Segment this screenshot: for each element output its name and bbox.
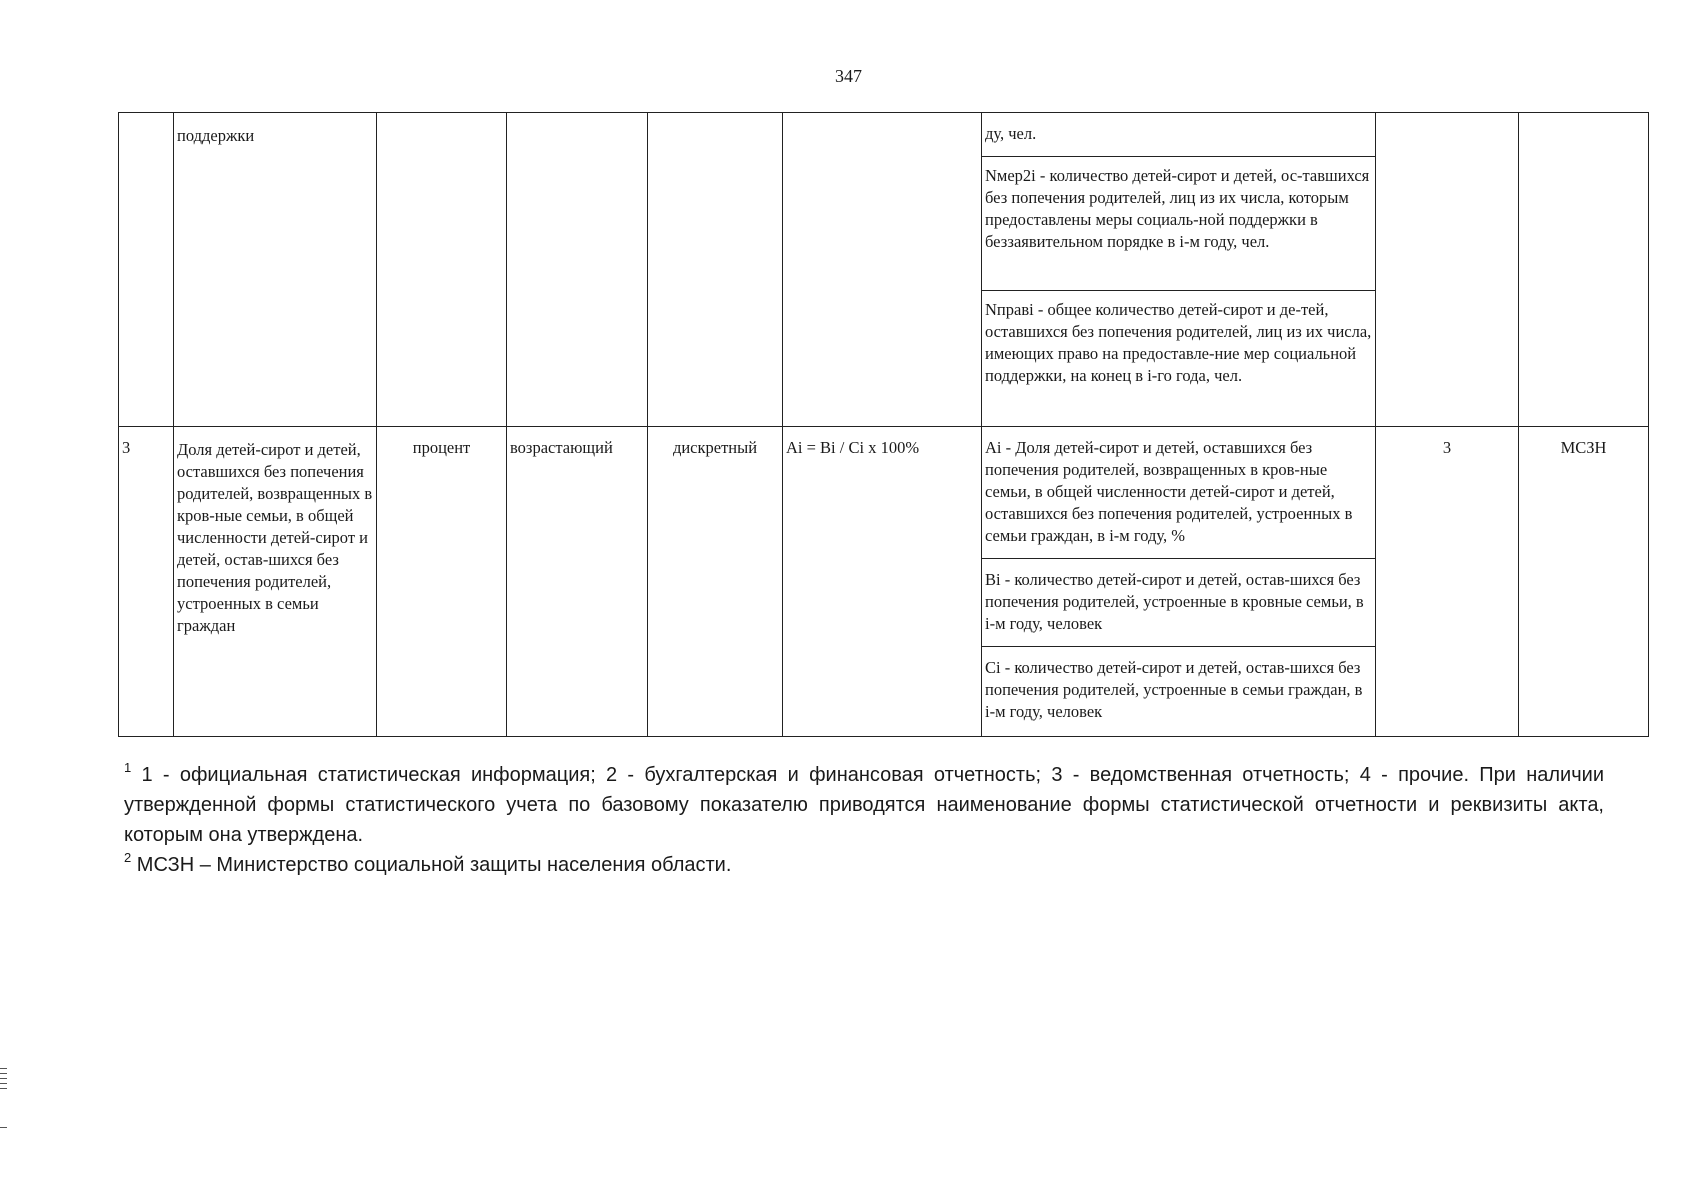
table-row (119, 113, 1649, 157)
indicators-table (118, 112, 1649, 737)
cell-type: дискретный (648, 427, 783, 737)
margin-marks (0, 1068, 8, 1132)
cell-source (1376, 113, 1519, 427)
cell-method: Bi - количество детей-сирот и детей, остав-шихся без попечения родителей, устроенные в кровные семьи, в i-м году, человек (982, 559, 1376, 647)
cell-method: Nправі - общее количество детей-сирот и де-тей, оставшихся без попечения родителей, лиц из их числа, имеющих право на предоставле-ние мер социальной поддержки, на конец в i-го года, чел. (982, 291, 1376, 427)
cell-method: Nмер2i - количество детей-сирот и детей, ос-тавшихся без попечения родителей, лиц из их числа, которым предоставлены меры социаль-ной поддержки в беззаявительном порядке в i-м году, чел. (982, 157, 1376, 291)
cell-dynamics (507, 113, 648, 427)
cell-responsible (1519, 113, 1649, 427)
footnote-1 (124, 760, 1604, 850)
cell-dynamics: возрастающий (507, 427, 648, 737)
cell-method: Ai - Доля детей-сирот и детей, оставшихся без попечения родителей, возвращенных в кров-ные семьи, в общей численности детей-сирот и детей, оставшихся без попечения родителей, устроенных в семьи граждан, в i-м году, % (982, 427, 1376, 559)
footnote-text: МСЗН – Министерство социальной защиты населения области. (136, 854, 732, 876)
page-number: 347 (835, 66, 862, 86)
footnote-mark: 2 (124, 850, 132, 865)
cell-type (648, 113, 783, 427)
cell-responsible: МСЗН (1519, 427, 1649, 737)
cell-name: Доля детей-сирот и детей, оставшихся без попечения родителей, возвращенных в кров-ные семьи, в общей численности детей-сирот и детей, остав-шихся без попечения родителей, устроенных в семьи граждан (174, 427, 377, 737)
footnote-text: 1 - официальная статистическая информация; 2 - бухгалтерская и финансовая отчетность; 3 - ведомственная отчетность; 4 - прочие. При наличии утвержденной формы статистического учета по базовому показателю приводятся наименование формы статистической отчетности и реквизиты акта, которым она утверждена. (124, 764, 1604, 846)
cell-method: Ci - количество детей-сирот и детей, остав-шихся без попечения родителей, устроенные в семьи граждан, в i-м году, человек (982, 647, 1376, 737)
cell-num (119, 113, 174, 427)
table-row (119, 427, 1649, 559)
cell-name: поддержки (174, 113, 377, 427)
cell-num: 3 (119, 427, 174, 737)
footnote-mark: 1 (124, 760, 132, 775)
footnotes (124, 760, 1604, 880)
cell-source: 3 (1376, 427, 1519, 737)
cell-unit: процент (377, 427, 507, 737)
cell-method: ду, чел. (982, 113, 1376, 157)
cell-unit (377, 113, 507, 427)
cell-formula: Ai = Bi / Ci x 100% (783, 427, 982, 737)
cell-formula (783, 113, 982, 427)
footnote-2 (124, 850, 1604, 880)
